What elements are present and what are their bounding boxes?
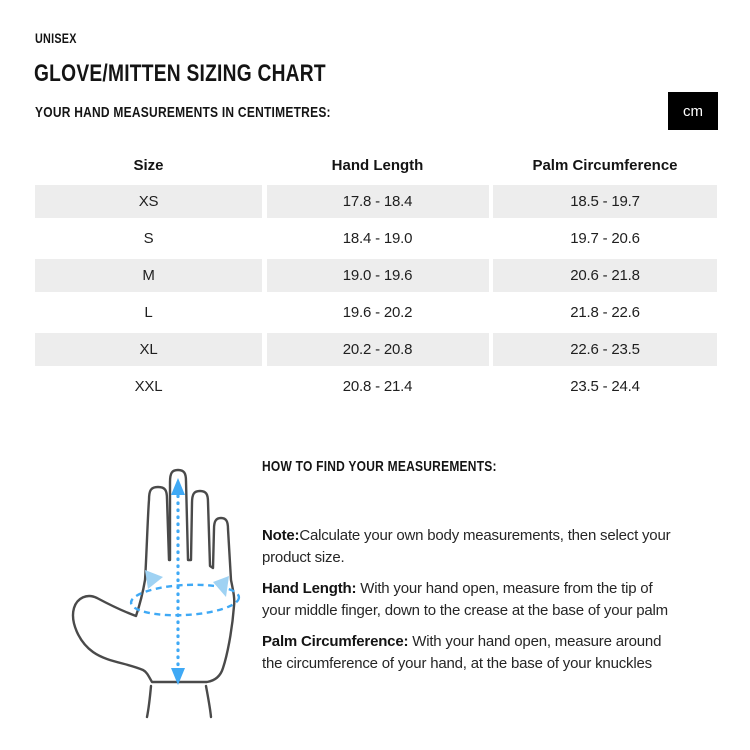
palm-circumference-label: Palm Circumference:	[262, 633, 409, 650]
measurements-subtitle	[35, 104, 405, 121]
page-title	[34, 60, 399, 88]
column-header-hand-length: Hand Length	[331, 157, 424, 174]
hand-length-text: With your hand open, measure from the tip of your middle finger, down to the crease at the base of your palm	[262, 580, 668, 619]
size-table	[35, 148, 717, 405]
table-row-l	[35, 294, 717, 331]
note-text: Calculate your own body measurements, then select your product size.	[262, 527, 671, 566]
unit-toggle-cm-button[interactable]: cm	[668, 92, 718, 130]
cell-hand-length: 19.0 - 19.6	[267, 257, 489, 294]
cell-hand-length: 17.8 - 18.4	[267, 183, 489, 220]
cell-palm-circumference: 21.8 - 22.6	[570, 304, 640, 321]
cell-size: S	[143, 230, 154, 247]
cell-hand-length: 18.4 - 19.0	[342, 230, 413, 247]
cell-palm-circumference: 23.5 - 24.4	[570, 378, 640, 395]
guide-heading	[262, 458, 672, 475]
guide-heading-text: HOW TO FIND YOUR MEASUREMENTS:	[262, 458, 497, 475]
column-header-palm-circumference: Palm Circumference	[532, 157, 678, 174]
cell-size: XL	[35, 331, 262, 368]
category-label	[35, 31, 87, 46]
measurement-guide	[262, 458, 672, 684]
table-header-row	[35, 148, 717, 183]
cell-hand-length: 19.6 - 20.2	[342, 304, 413, 321]
palm-circumference-paragraph	[262, 631, 672, 675]
cell-palm-circumference: 22.6 - 23.5	[493, 331, 717, 368]
table-row-s	[35, 220, 717, 257]
palm-circumference-text: With your hand open, measure around the circumference of your hand, at the base of your knuckles	[262, 633, 662, 672]
cell-hand-length: 20.2 - 20.8	[267, 331, 489, 368]
cell-palm-circumference: 20.6 - 21.8	[493, 257, 717, 294]
cell-size: XS	[35, 183, 262, 220]
measurements-subtitle-text: YOUR HAND MEASUREMENTS IN CENTIMETRES:	[35, 104, 331, 121]
wrist-line-right	[206, 686, 211, 717]
cell-hand-length: 20.8 - 21.4	[342, 378, 413, 395]
table-row-xl	[35, 331, 717, 368]
hand-length-label: Hand Length:	[262, 580, 357, 597]
cell-size: XXL	[134, 378, 163, 395]
hand-measurement-illustration-icon	[55, 450, 255, 730]
cell-size: M	[35, 257, 262, 294]
note-label: Note:	[262, 527, 300, 544]
column-header-size: Size	[133, 157, 164, 174]
cell-palm-circumference: 18.5 - 19.7	[493, 183, 717, 220]
table-row-m	[35, 257, 717, 294]
wrist-line-left	[147, 686, 151, 717]
table-row-xs	[35, 183, 717, 220]
hand-length-paragraph	[262, 578, 672, 622]
table-row-xxl	[35, 368, 717, 405]
cell-size: L	[144, 304, 153, 321]
category-label-text: UNISEX	[35, 31, 77, 46]
page-title-text: GLOVE/MITTEN SIZING CHART	[34, 60, 326, 87]
note-paragraph	[262, 525, 672, 569]
cell-palm-circumference: 19.7 - 20.6	[570, 230, 640, 247]
